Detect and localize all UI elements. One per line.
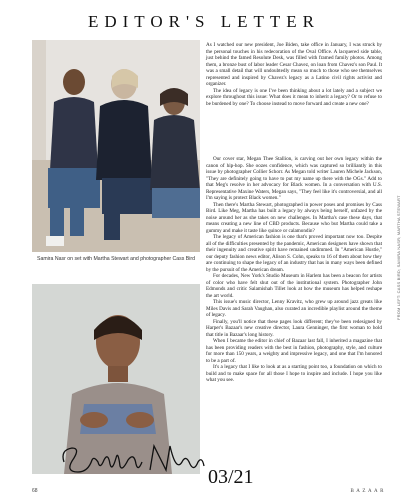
photo-caption: Samira Nasr on set with Martha Stewart and photographer Cass Bird — [36, 256, 195, 262]
group-photo — [32, 40, 200, 252]
paragraph: Finally, you'll notice that these pages look different; they've been redesigned by Harper's Bazaar's new creative director, Laura Genninger, the first woman to hold that title in Bazaar's long history. — [206, 318, 382, 338]
photo-credit: FROM LEFT: CASS BIRD; SAMIRA NASR; MARTHA STEWART — [396, 195, 401, 320]
paragraph: When I became the editor in chief of Bazaar last fall, I inherited a magazine that has been providing readers with the best in fashion, photography, style, and culture for more than 150 years, a weighty and impressive legacy, and one that I'm honored to be a part of. — [206, 338, 382, 364]
page-title: EDITOR'S LETTER — [87, 12, 321, 31]
paragraph: It's a legacy that I like to look at as a starting point too, a foundation on which to build and to make space for all those I hope to inspire and include. I hope you like what you see. — [206, 364, 382, 383]
paragraph: Our cover star, Megan Thee Stallion, is carving out her own legacy within the canon of hip-hop. She oozes confidence, which was captured so brilliantly in this issue by photographer Collier Schorr. As Megan told writer Lauren Michele Jackson, "They are definitely going to have to put my name up there with the OGs." Add to that Meg's resolve in her advocacy for Black women. In a conversation with U.S. Representative Maxine Waters, Megan says, "They feel like it's controversial, and all I'm saying is protect Black women." — [206, 156, 382, 201]
page-number: 68 — [32, 488, 38, 494]
issue-number: 03/21 — [208, 466, 254, 488]
paragraph: The legacy of American fashion is one that's proved important now too. Despite all of the difficulties presented by the pandemic, American designers have shown that their ingenuity and creative spirit have remained undimmed. In "American Hustle," our deputy fashion news editor, Alison S. Cohn, speaks to 16 of them about how they are continuing to shape the legacy of an industry that has in many ways been defined by the pursuit of the American dream. — [206, 234, 382, 273]
magazine-name: BAZAAR — [350, 489, 386, 494]
article-column-1 — [206, 42, 382, 107]
article-column-2 — [206, 156, 382, 384]
paragraph: This issue's music director, Lenny Kravitz, who grew up around jazz greats like Miles Davis and Sarah Vaughan, also curated an incredible playlist around the theme of legacy. — [206, 299, 382, 318]
editor-signature — [58, 432, 208, 482]
paragraph: For decades, New York's Studio Museum in Harlem has been a beacon for artists of color who have felt shut out of the institutional system. Photographer John Edmonds and critic Salamishah Tillet look at how the museum has helped reshape the art world. — [206, 273, 382, 299]
paragraph: As I watched our new president, Joe Biden, take office in January, I was struck by the personal touches in his redecoration of the Oval Office. A lacquered side table, just behind the famed Resolute Desk, was filled with framed family photos. Among them, a bronze bust of labor leader Cesar Chavez, on loan from Chavez's son Paul. It was a small detail that will undoubtedly mean so much to those who see themselves represented and inspired by Chavez's legacy as a Latino civil rights activist and organizer. — [206, 42, 382, 87]
paragraph: Then there's Martha Stewart, photographed in power poses and promises by Cass Bird. Like Meg, Martha has built a legacy by always being herself, unfazed by the noise around her as she takes on new challenges. In Martha's case these days, that means creating a new line of CBD products. Because who but Martha could take a gummy and make it taste like quince or calamondin? — [206, 201, 382, 234]
group-photo-illustration — [32, 40, 200, 252]
paragraph: The idea of legacy is one I've been thinking about a lot lately and a subject we explore throughout this issue: What does it mean to inherit a legacy? Or to refuse to be burdened by one? To choose instead to move forward and create a new one? — [206, 87, 382, 107]
